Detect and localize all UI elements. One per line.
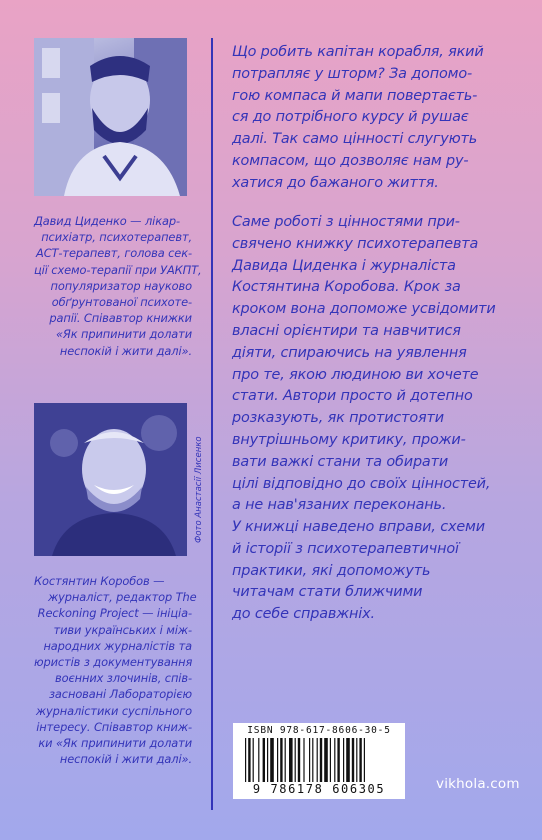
author2-bio-line: Костянтин Коробов — [34, 574, 165, 588]
author1-bio-line: популяризатор науково [50, 278, 192, 293]
author2-photo [34, 403, 187, 556]
author2-bio-line: журналіст, редактор The [48, 590, 197, 605]
author2-bio-line: інтересу. Співавтор книж- [36, 719, 192, 734]
author2-bio [34, 573, 197, 767]
blurb-line: компасом, що дозволяє нам ру- [232, 152, 469, 169]
author1-bio-line: «Як припинити долати [55, 327, 192, 342]
author1-bio-line: Давид Циденко — лікар- [34, 214, 180, 228]
blurb-line: внутрішньому критику, прожи- [232, 431, 466, 448]
blurb-line: цілі відповідно до своїх цінностей, [232, 475, 491, 492]
blurb-line: розказують, як протистояти [232, 410, 444, 427]
author2-bio-line: ки «Як припинити долати [38, 736, 192, 751]
blurb-line: У книжці наведено вправи, схеми [232, 519, 485, 535]
blurb-line: й історії з психотерапевтичної [232, 540, 459, 557]
blurb-line: ся до потрібного курсу й рушає [232, 109, 469, 126]
author1-bio-line: АСТ-терапевт, голова сек- [36, 246, 192, 261]
blurb-line: читачам стати ближчими [232, 584, 423, 601]
blurb-paragraph-2 [232, 212, 524, 517]
blurb-line: кроком вона допоможе усвідомити [232, 301, 496, 318]
blurb-line: а не нав'язаних переконань. [232, 497, 447, 514]
barcode-digits: 9 786178 606305 [252, 782, 386, 796]
author1-portrait-illustration [34, 38, 187, 196]
author2-bio-line: Reckoning Project — ініціа- [37, 606, 192, 621]
blurb-line: Що робить капітан корабля, який [232, 44, 484, 60]
blurb-line: практики, які допоможуть [232, 562, 431, 579]
blurb-line: вати важкі стани та обирати [232, 453, 449, 470]
blurb-line: Саме роботі з цінностями при- [232, 214, 460, 230]
blurb-line: до себе справжніх. [232, 606, 375, 623]
isbn-label: ISBN 978-617-8606-30-5 [247, 725, 391, 736]
blurb-line: далі. Так само цінності слугують [232, 131, 478, 148]
author2-bio-line: засновані Лабораторією [48, 687, 192, 702]
blurb-line: про те, якою людиною ви хочете [232, 366, 479, 383]
blurb-paragraph-1 [232, 42, 524, 195]
author2-portrait-illustration [34, 403, 187, 556]
author1-bio-line: обґрунтованої психоте- [51, 295, 192, 310]
isbn-barcode [233, 723, 405, 799]
author1-bio-line: психіатр, психотерапевт, [41, 230, 192, 245]
blurb-line: Давида Циденка і журналіста [232, 257, 456, 274]
barcode-bars-icon [243, 738, 395, 782]
author2-bio-line: тиви українських і між- [53, 622, 192, 637]
blurb-line: стати. Автори просто й дотепно [232, 388, 473, 405]
blurb-line: хатися до бажаного життя. [232, 174, 439, 191]
author1-photo [34, 38, 187, 196]
blurb-line: гою компаса й мапи повертаєть- [232, 87, 478, 104]
author2-bio-line: журналістики суспільного [35, 703, 192, 718]
author1-bio-line: рапії. Співавтор книжки [49, 311, 192, 326]
blurb-line: Костянтина Коробова. Крок за [232, 279, 461, 296]
blurb-line: потрапляє у шторм? За допомо- [232, 65, 473, 82]
blurb-line: власні орієнтири та навчитися [232, 322, 461, 339]
column-divider [211, 38, 213, 810]
photo-credit: Фото Анастасії Лисенко [194, 436, 204, 543]
author1-bio-line: ції схемо-терапії при УАКПТ, [34, 262, 202, 277]
author2-bio-line: народних журналістів та [43, 638, 192, 653]
author2-bio-line: юристів з документування [34, 655, 193, 670]
author2-bio-line: воєнних злочинів, спів- [55, 671, 192, 686]
author1-bio [34, 213, 202, 359]
blurb-line: діяти, спираючись на уявлення [232, 344, 467, 361]
blurb-paragraph-3 [232, 517, 524, 626]
author2-bio-line: неспокій і жити далі». [59, 752, 192, 767]
publisher-website: vikhola.com [436, 776, 520, 792]
author1-bio-line: неспокій і жити далі». [59, 343, 192, 358]
blurb-line: свячено книжку психотерапевта [232, 235, 479, 252]
